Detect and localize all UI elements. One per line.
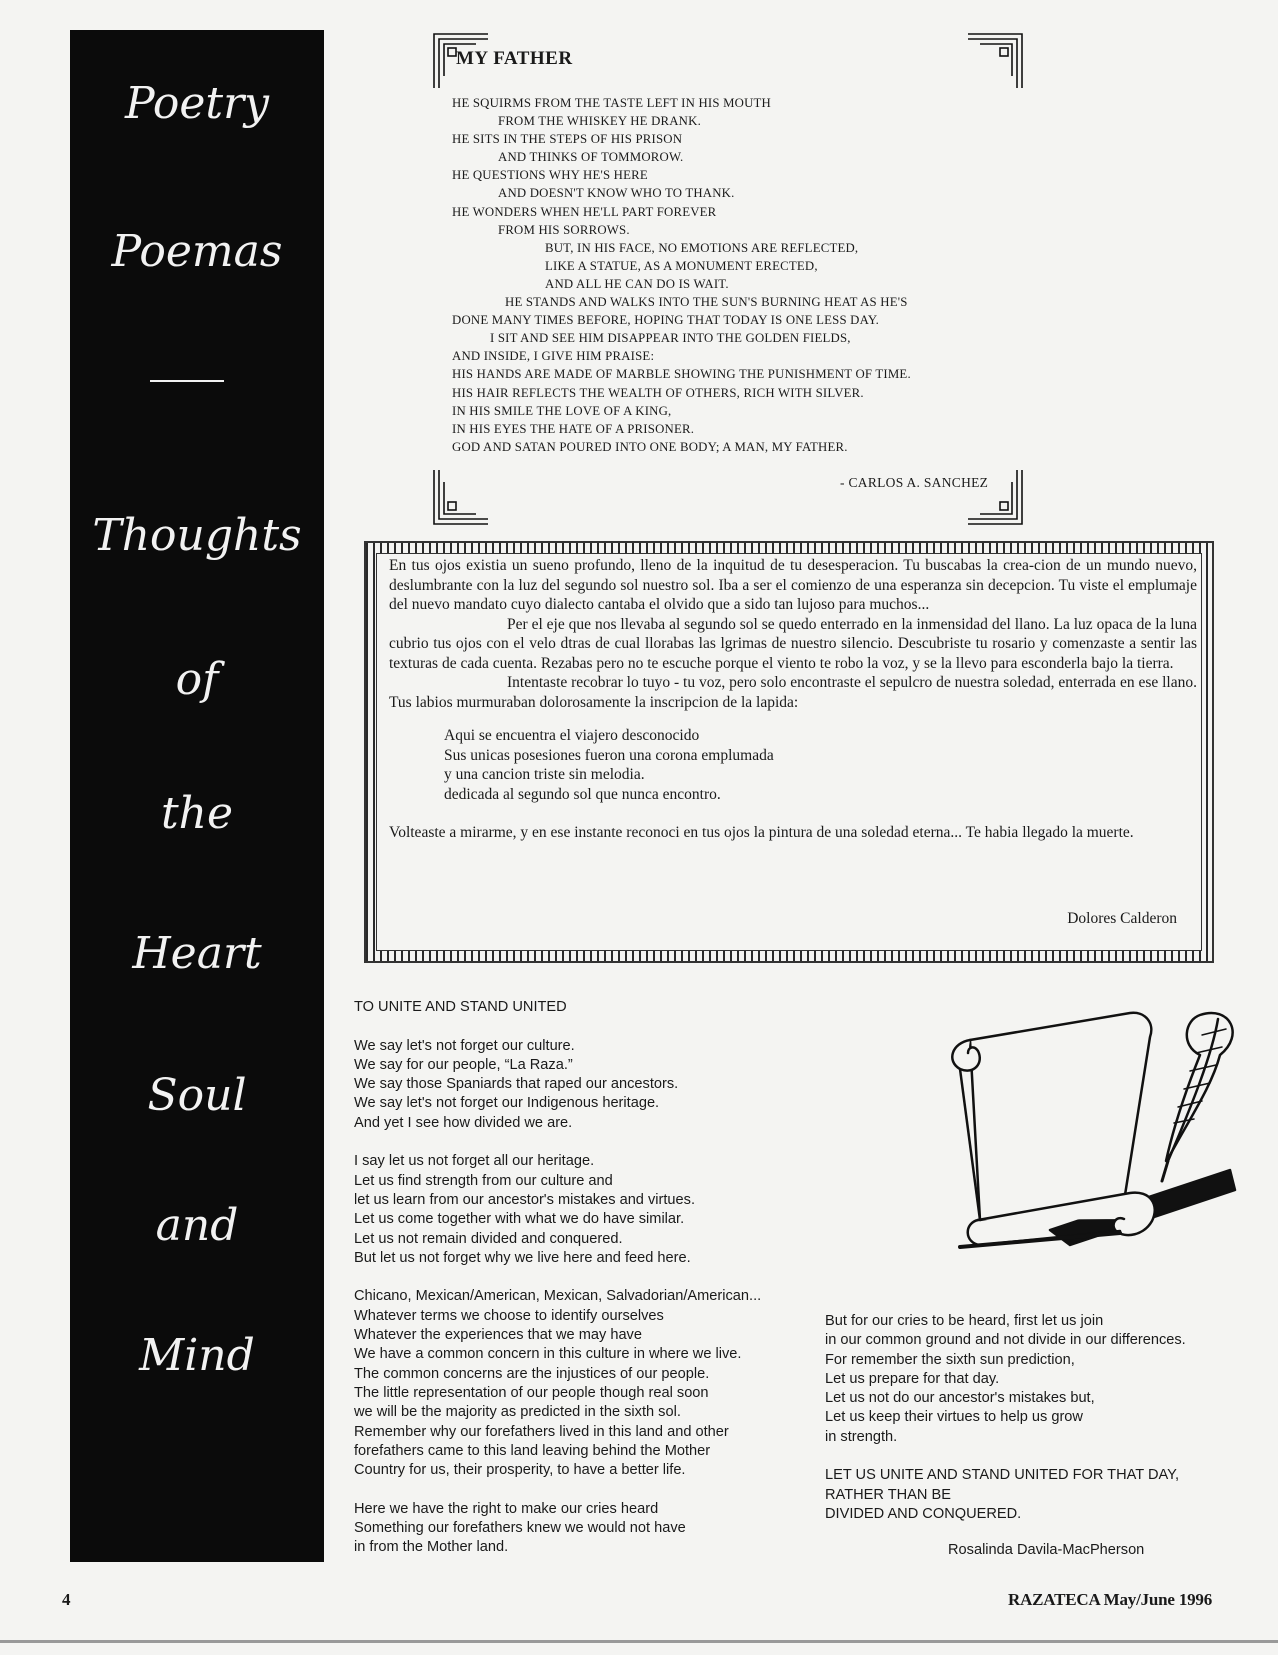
inscription-verse bbox=[444, 726, 1197, 804]
poem-box-inner bbox=[376, 553, 1202, 951]
sidebar-word: Poetry bbox=[125, 78, 269, 129]
poem-author: - CARLOS A. SANCHEZ bbox=[840, 475, 989, 490]
poem-line: in our common ground and not divide in our differences. bbox=[825, 1332, 1186, 1349]
poem-author: Rosalinda Davila-MacPherson bbox=[948, 1542, 1145, 1558]
prose-paragraph: Volteaste a mirarme, y en ese instante reconoci en tus ojos la pintura de una soledad eterna... Te habia llegado la muerte. bbox=[389, 824, 1134, 841]
prose-paragraph: En tus ojos existia un sueno profundo, lleno de la inquitud de tu desesperacion. Tu buscabas la crea-cion de un mundo nuevo, deslumbrante con la luz del segundo sol nuestro sol. Iba a ser el comienzo de una esperanza sin decepcion. Tu viste el emplumaje del nuevo mandato cuyo dialecto cantaba el olvido que a sido tan lujoso para muchos... bbox=[389, 557, 1197, 613]
poem-line: Let us not remain divided and conquered. bbox=[354, 1230, 623, 1247]
poem-line: IN HIS EYES THE HATE OF A PRISONER. bbox=[452, 421, 695, 436]
prose-paragraph: Intentaste recobrar lo tuyo - tu voz, pero solo encontraste el sepulcro de nuestra soledad, enterrada en ese llano. Tus labios murmuraban dolorosamente la inscripcion de la lapida: bbox=[389, 674, 1197, 711]
poem-line: The common concerns are the injustices of our people. bbox=[354, 1365, 710, 1382]
poem-line: HIS HANDS ARE MADE OF MARBLE SHOWING THE PUNISHMENT OF TIME. bbox=[452, 367, 911, 382]
corner-ornament-top-right bbox=[966, 32, 1024, 90]
scroll-quill-icon bbox=[930, 995, 1260, 1265]
poem-line: DIVIDED AND CONQUERED. bbox=[825, 1505, 1022, 1522]
poem-line: We say let's not forget our culture. bbox=[354, 1037, 575, 1054]
poem-line: Let us prepare for that day. bbox=[825, 1370, 1000, 1387]
poem-line: AND DOESN'T KNOW WHO TO THANK. bbox=[498, 186, 735, 201]
poem-line: LIKE A STATUE, AS A MONUMENT ERECTED, bbox=[545, 258, 818, 273]
sidebar-word: Poemas bbox=[111, 226, 283, 277]
poem-title-my-father: MY FATHER bbox=[456, 48, 573, 69]
poem-line: Let us keep their virtues to help us grow bbox=[825, 1409, 1083, 1426]
poem-line: HE SITS IN THE STEPS OF HIS PRISON bbox=[452, 132, 683, 147]
poem-line: in from the Mother land. bbox=[354, 1539, 509, 1556]
poem-line: And yet I see how divided we are. bbox=[354, 1114, 573, 1131]
poem-line: HE QUESTIONS WHY HE'S HERE bbox=[452, 168, 648, 183]
poem-line: Something our forefathers knew we would not have bbox=[354, 1520, 686, 1537]
poem-line: Remember why our forefathers lived in this land and other bbox=[354, 1423, 729, 1440]
poem-line: We say those Spaniards that raped our ancestors. bbox=[354, 1076, 679, 1093]
poem-line: Let us not do our ancestor's mistakes but, bbox=[825, 1390, 1095, 1407]
sidebar-word: Thoughts bbox=[92, 510, 302, 561]
poem-line: GOD AND SATAN POURED INTO ONE BODY; A MAN, MY FATHER. bbox=[452, 439, 848, 454]
poem-line: Let us come together with what we do have similar. bbox=[354, 1211, 685, 1228]
poem-line: For remember the sixth sun prediction, bbox=[825, 1351, 1075, 1368]
poem-line: AND THINKS OF TOMMOROW. bbox=[498, 150, 684, 165]
poem-line: we will be the majority as predicted in the sixth sol. bbox=[354, 1404, 681, 1421]
poem-line: Let us find strength from our culture and bbox=[354, 1172, 613, 1189]
poem-line: I say let us not forget all our heritage. bbox=[354, 1153, 595, 1170]
poem-my-father bbox=[452, 94, 972, 456]
poem-line: forefathers came to this land leaving behind the Mother bbox=[354, 1442, 711, 1459]
sidebar-word: the bbox=[160, 788, 234, 839]
verse-line: Sus unicas posesiones fueron una corona emplumada bbox=[444, 746, 774, 764]
sidebar-word: Mind bbox=[139, 1330, 255, 1381]
poem-line: HE STANDS AND WALKS INTO THE SUN'S BURNING HEAT AS HE'S bbox=[505, 295, 908, 310]
poem-author: Dolores Calderon bbox=[1067, 910, 1177, 927]
sidebar-word: of bbox=[175, 654, 219, 705]
poem-line: The little representation of our people though real soon bbox=[354, 1384, 709, 1401]
corner-ornament-bottom-left bbox=[432, 468, 490, 526]
poem-line: I SIT AND SEE HIM DISAPPEAR INTO THE GOLDEN FIELDS, bbox=[490, 331, 851, 346]
poem-line: HE SQUIRMS FROM THE TASTE LEFT IN HIS MOUTH bbox=[452, 96, 771, 110]
verse-line: Aqui se encuentra el viajero desconocido bbox=[444, 727, 700, 744]
poem-line: HIS HAIR REFLECTS THE WEALTH OF OTHERS, RICH WITH SILVER. bbox=[452, 385, 864, 400]
poem-line: IN HIS SMILE THE LOVE OF A KING, bbox=[452, 403, 672, 418]
poem-line: Whatever the experiences that we may have bbox=[354, 1327, 642, 1344]
poem-line: AND ALL HE CAN DO IS WAIT. bbox=[545, 276, 729, 291]
sidebar-word: Soul bbox=[147, 1070, 247, 1121]
poem-line: We have a common concern in this culture in where we live. bbox=[354, 1346, 742, 1363]
poem-unite-continued bbox=[825, 1312, 1255, 1524]
poem-line: AND INSIDE, I GIVE HIM PRAISE: bbox=[452, 349, 655, 364]
poem-line: Country for us, their prosperity, to have a better life. bbox=[354, 1462, 686, 1479]
poem-line: But for our cries to be heard, first let us join bbox=[825, 1313, 1104, 1329]
poem-line: We say for our people, “La Raza.” bbox=[354, 1056, 573, 1073]
poem-line: LET US UNITE AND STAND UNITED FOR THAT DAY, bbox=[825, 1467, 1180, 1484]
poem-title: TO UNITE AND STAND UNITED bbox=[354, 999, 567, 1015]
sidebar-dash bbox=[150, 380, 224, 382]
sidebar-word: and bbox=[155, 1200, 239, 1251]
poem-prose bbox=[389, 556, 1197, 843]
page-number: 4 bbox=[62, 1590, 71, 1609]
poem-line: BUT, IN HIS FACE, NO EMOTIONS ARE REFLECTED, bbox=[545, 240, 859, 255]
poem-box-frame bbox=[364, 541, 1214, 963]
publication-footer: RAZATECA May/June 1996 bbox=[1008, 1590, 1213, 1609]
poem-line: But let us not forget why we live here and feed here. bbox=[354, 1249, 691, 1266]
sidebar-word: Heart bbox=[132, 928, 262, 979]
poem-unite bbox=[354, 998, 824, 1558]
poem-line: FROM HIS SORROWS. bbox=[498, 222, 630, 237]
poem-line: We say let's not forget our Indigenous heritage. bbox=[354, 1095, 660, 1112]
bottom-rule bbox=[0, 1640, 1278, 1643]
poem-line: FROM THE WHISKEY HE DRANK. bbox=[498, 114, 701, 129]
poem-line: HE WONDERS WHEN HE'LL PART FOREVER bbox=[452, 204, 717, 219]
prose-paragraph: Per el eje que nos llevaba al segundo sol se quedo enterrado en la inmensidad del llano. La luz opaca de la luna cubrio tus ojos con el velo dtras de cual llorabas las lgrimas de nuestro silencio. Descubriste tu rosario y comenzaste a sentir las texturas de cada cuenta. Rezabas pero no te escuche porque el viento te robo la voz, y se la llevo para esconderla bajo la tierra. bbox=[389, 615, 1197, 672]
poem-line: let us learn from our ancestor's mistakes and virtues. bbox=[354, 1191, 696, 1208]
sidebar-banner bbox=[70, 30, 324, 1562]
poem-line: Whatever terms we choose to identify ourselves bbox=[354, 1307, 664, 1324]
poem-line: RATHER THAN BE bbox=[825, 1486, 951, 1503]
poem-line: Here we have the right to make our cries heard bbox=[354, 1500, 659, 1517]
verse-line: dedicada al segundo sol que nunca encontro. bbox=[444, 785, 721, 803]
verse-line: y una cancion triste sin melodia. bbox=[444, 766, 645, 783]
poem-line: in strength. bbox=[825, 1428, 898, 1445]
poem-line: DONE MANY TIMES BEFORE, HOPING THAT TODAY IS ONE LESS DAY. bbox=[452, 313, 880, 328]
poem-line: Chicano, Mexican/American, Mexican, Salvadorian/American... bbox=[354, 1288, 762, 1305]
